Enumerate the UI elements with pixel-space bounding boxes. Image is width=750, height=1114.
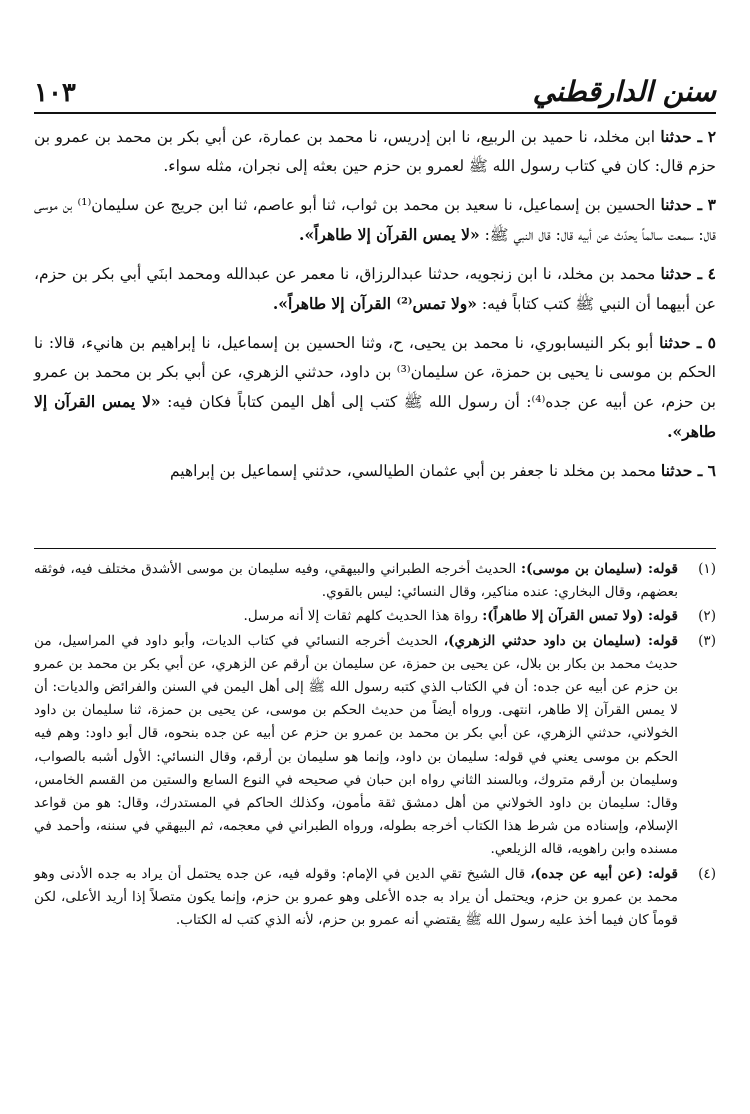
- footnote-number: (٢): [698, 608, 716, 625]
- footnote: [34, 863, 716, 933]
- footnotes: [34, 558, 716, 933]
- hadith-text: أبو بكر النيسابوري، نا محمد بن يحيى، ح، وثنا الحسين بن إسماعيل، نا إبراهيم بن هانيء، قالا: نا الحكم بن موسى نا يحيى بن حمزة، عن سليمان⁽³⁾ بن داود، حدثني الزهري، عن أبي بكر بن محمد بن عمرو بن حزم، عن أبيه عن جده⁽⁴⁾: أن رسول الله ﷺ كتب إلى أهل اليمن كتاباً فكان فيه:: [34, 334, 716, 411]
- hadith-lead: ٣ ـ حدثنا: [660, 195, 716, 214]
- hadith-text: محمد بن مخلد نا جعفر بن أبي عثمان الطيالسي، حدثني إسماعيل بن إبراهيم: [169, 462, 661, 480]
- footnote-lead: قوله: (سليمان بن داود حدثني الزهري)،: [443, 632, 679, 649]
- footnote-body: [34, 863, 678, 933]
- hadith-lead: ٥ ـ حدثنا: [659, 333, 716, 352]
- hadith-text: الحسين بن إسماعيل، نا سعيد بن محمد بن ثواب، ثنا أبو عاصم، ثنا ابن جريج عن سليمان⁽¹⁾ بن موسى قال: سمعت سالماً يحدّث عن أبيه قال: قال النبي ﷺ:: [34, 196, 716, 244]
- footnote-text: الحديث أخرجه النسائي في كتاب الديات، وأبو داود في المراسيل، من حديث محمد بن بكار بن بلال، عن يحيى بن حمزة، عن سليمان بن أرقم عن الزهري، عن أبي بكر بن محمد بن عمرو بن حزم عن أبيه عن جده: أن في الكتاب الذي كتبه رسول الله ﷺ إلى أهل اليمن في السنن والفرائض والديات: أن لا يمس القرآن إلا طاهر، انتهى. ورواه أيضاً من حديث الحكم بن موسى، عن يحيى بن حمزة، ثنا سليمان بن داود الخولاني، حدثني الزهري، عن أبي بكر بن محمد بن عمرو بن حزم عن أبيه عن جده بنحوه، قال أبو داود: وهم فيه الحكم بن موسى يعني في قوله: سليمان بن داود، وإنما هو سليمان بن أرقم، وقال النسائي: الأول أشبه بالصواب، وسليمان بن أرقم متروك، وبالسند الثاني رواه ابن حبان في صحيحه في النوع السابع والستين من القسم الخامس، وقال: سليمان بن داود الخولاني من أهل دمشق ثقة مأمون، وكذلك الحاكم في المستدرك، وقال: هو من قواعد الإسلام، وإسناده من شرط هذا الكتاب أخرجه بطوله، ورواه الطبراني في معجمه، ثم البيهقي في سننه، وأحمد في مسنده وابن راهويه، قاله الزيلعي.: [34, 632, 678, 858]
- hadith-paragraph: [34, 328, 716, 447]
- page-number: ١٠٣: [34, 78, 76, 108]
- footnote: [34, 558, 716, 604]
- footnote-number: (٤): [698, 865, 716, 882]
- hadith-text: محمد بن مخلد، نا ابن زنجويه، حدثنا عبدالرزاق، نا معمر عن عبدالله ومحمد ابنَي أبي بكر بن حزم، عن أبيهما أن النبي ﷺ كتب كتاباً فيه:: [34, 265, 716, 313]
- hadith-quote: «لا يمس القرآن إلا طاهر».: [34, 392, 716, 441]
- footnote: [34, 605, 716, 628]
- hadith-paragraph: [34, 122, 716, 181]
- hadith-paragraph: [34, 190, 716, 250]
- page-header: [34, 68, 716, 108]
- footnote-lead: قوله: (سليمان بن موسى):: [521, 561, 678, 577]
- footnote-lead: قوله: (ولا تمس القرآن إلا طاهراً):: [482, 608, 678, 625]
- hadith-lead: ٢ ـ حدثنا: [660, 127, 717, 146]
- footnote-body: [34, 558, 678, 604]
- hadith-lead: ٤ ـ حدثنا: [660, 264, 716, 283]
- footnote: [34, 630, 716, 862]
- main-text: [34, 122, 716, 495]
- hadith-lead: ٦ ـ حدثنا: [660, 461, 716, 480]
- footnote-body: [34, 630, 678, 862]
- footnote-text: قال الشيخ تقي الدين في الإمام: وقوله فيه، عن جده يحتمل أن يراد به جده الأدنى وهو محمد بن عمرو بن حزم، ويحتمل أن يراد به جده الأعلى وهو عمرو بن حزم، وإنما يكون متصلاً إذا أريد الأعلى، لكن قوماً كان فيما أخذ عليه رسول الله ﷺ يقتضي أنه عمرو بن حزم، لأنه الذي كتب له الكتاب.: [34, 865, 678, 929]
- footnote-body: [34, 605, 678, 628]
- book-title: سنن الدارقطني: [532, 75, 716, 108]
- hadith-quote: «لا يمس القرآن إلا طاهراً».: [299, 225, 480, 244]
- hadith-quote: «ولا تمس⁽²⁾ القرآن إلا طاهراً».: [272, 294, 477, 313]
- hadith-text: ابن مخلد، نا حميد بن الربيع، نا ابن إدريس، نا محمد بن عمارة، عن أبي بكر بن محمد بن عمرو بن حزم قال: كان في كتاب رسول الله ﷺ لعمرو بن حزم حين بعثه إلى نجران، مثله سواء.: [34, 128, 716, 175]
- header-rule: [34, 112, 716, 114]
- footnote-text: رواة هذا الحديث كلهم ثقات إلا أنه مرسل.: [243, 608, 483, 625]
- footnote-divider: [34, 548, 716, 549]
- hadith-paragraph: [34, 456, 716, 486]
- footnote-lead: قوله: (عن أبيه عن جده)،: [530, 865, 678, 882]
- hadith-paragraph: [34, 259, 716, 319]
- footnote-number: (٣): [698, 632, 716, 649]
- footnote-number: (١): [698, 561, 716, 577]
- footnote-text: الحديث أخرجه الطبراني والبيهقي، وفيه سليمان بن موسى الأشدق مختلف فيه، فوثقه بعضهم، وقال البخاري: عنده مناكير، وقال النسائي: ليس بالقوي.: [34, 561, 678, 601]
